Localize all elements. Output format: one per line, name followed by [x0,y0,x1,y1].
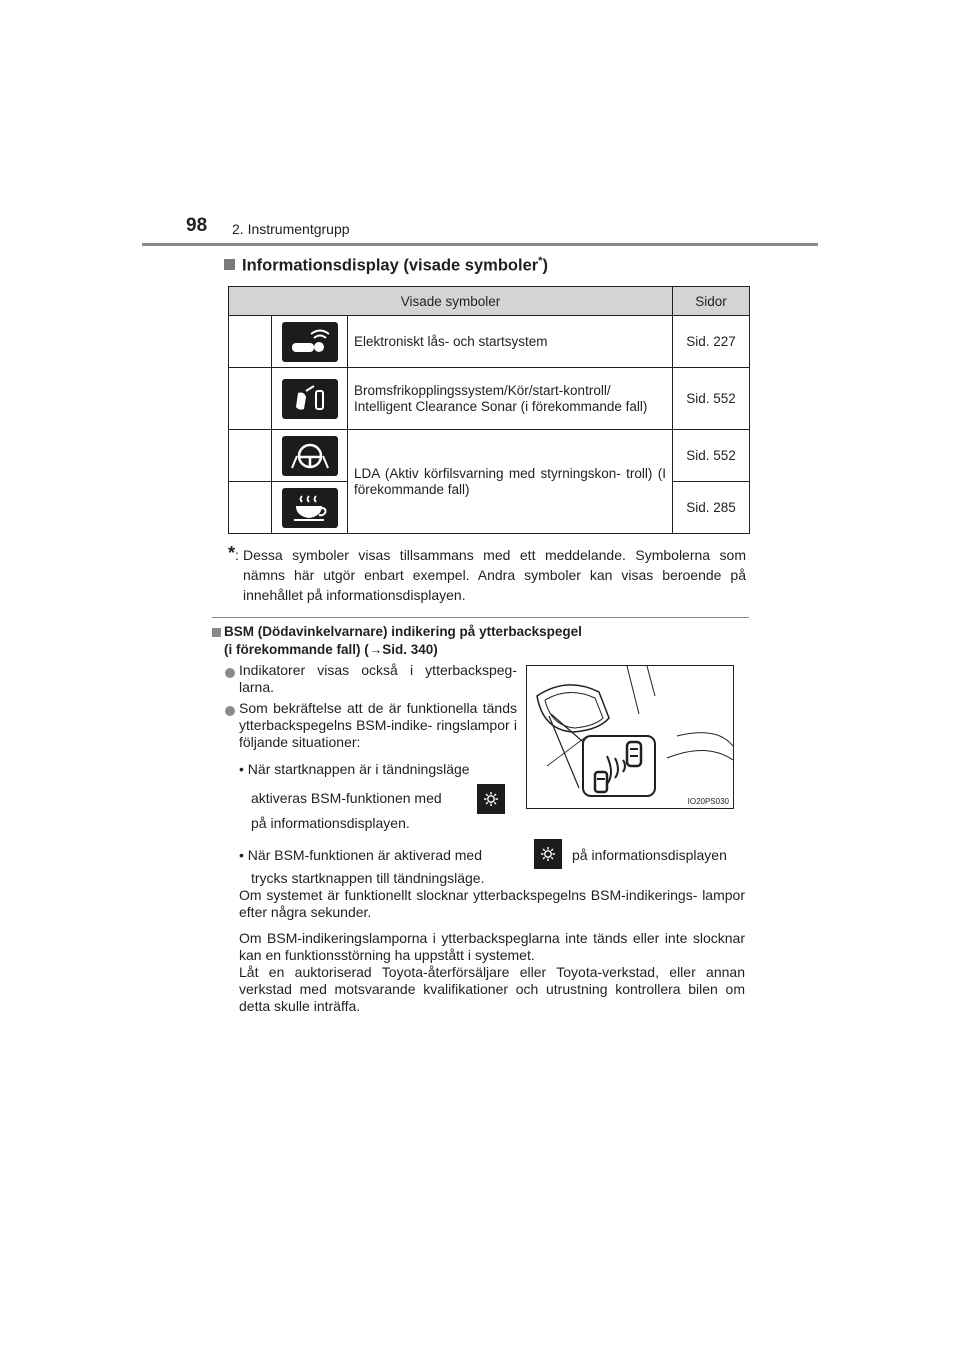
table-row [229,430,750,482]
symbols-table [228,286,750,534]
square-bullet [212,628,221,637]
paragraph-2: Om BSM-indikeringslamporna i ytterbackspeglarna inte tänds eller inte slocknar kan en funktionsstörning ha uppstått i systemet. [239,930,745,963]
square-bullet [224,259,235,270]
header-sidor: Sidor [673,287,750,316]
sub-bullet-2-pre: • När BSM-funktionen är aktiverad med [239,847,483,863]
chapter-title: 2. Instrumentgrupp [232,221,350,237]
smart-key-icon [282,322,338,362]
row-desc: Bromsfrikopplingssystem/Kör/start-kontroll/ Intelligent Clearance Sonar (i förekommande fall) [348,368,673,430]
table-row [229,316,750,368]
circle-bullet [225,668,235,678]
illustration-code: IO20PS030 [687,797,729,806]
table-header-row [229,287,750,316]
bullet-text-1: Indikatorer visas också i ytterbackspeg- larna. [239,662,517,695]
brake-foot-icon [282,379,338,419]
table-row [229,368,750,430]
section-rule [212,617,749,618]
coffee-cup-icon [282,488,338,528]
row-page: Sid. 227 [673,316,750,368]
row-desc: LDA (Aktiv körfilsvarning med styrningskon- troll) (I förekommande fall) [348,430,673,534]
row-page: Sid. 552 [673,430,750,482]
settings-gear-icon [534,839,562,869]
sub-bullet-2-line2: trycks startknappen till tändningsläge. [251,870,485,886]
circle-bullet [225,706,235,716]
lane-departure-icon [282,436,338,476]
row-page: Sid. 552 [673,368,750,430]
bsm-mirror-illustration [526,665,734,809]
page-number: 98 [186,215,208,236]
sub-bullet-1-line3: på informationsdisplayen. [251,815,410,831]
section2-title: BSM (Dödavinkelvarnare) indikering på ytterbackspegel (i förekommande fall) (→Sid. 340) [224,624,582,657]
footnote: * : Dessa symboler visas tillsammans med ett meddelande. Symbolerna som nämns här utgör enbart exempel. Andra symboler kan visas beroende på innehållet på informationsdisplayen. [228,543,746,603]
section1-title: Informationsdisplay (visade symboler*) [224,255,548,276]
sub-bullet-1-line1: • När startknappen är i tändningsläge [239,761,470,777]
paragraph-3: Låt en auktoriserad Toyota-återförsäljare eller Toyota-verkstad, eller annan verkstad med motsvarande kvalifikationer och utrustning kontrollera bilen om detta skulle inträffa. [239,964,745,1014]
header-rule [142,243,818,246]
row-page: Sid. 285 [673,482,750,534]
header-visade-symboler: Visade symboler [229,287,673,316]
settings-gear-icon [477,784,505,814]
sub-bullet-2-post: på informationsdisplayen [572,847,727,863]
row-desc: Elektroniskt lås- och startsystem [348,316,673,368]
sub-bullet-1-line2: aktiveras BSM-funktionen med [251,790,442,806]
bullet-text-2: Som bekräftelse att de är funktionella tänds ytterbackspegelns BSM-indike- ringslampor i följande situationer: [239,700,517,750]
paragraph-1: Om systemet är funktionellt slocknar ytterbackspegelns BSM-indikerings- lampor efter några sekunder. [239,887,745,920]
